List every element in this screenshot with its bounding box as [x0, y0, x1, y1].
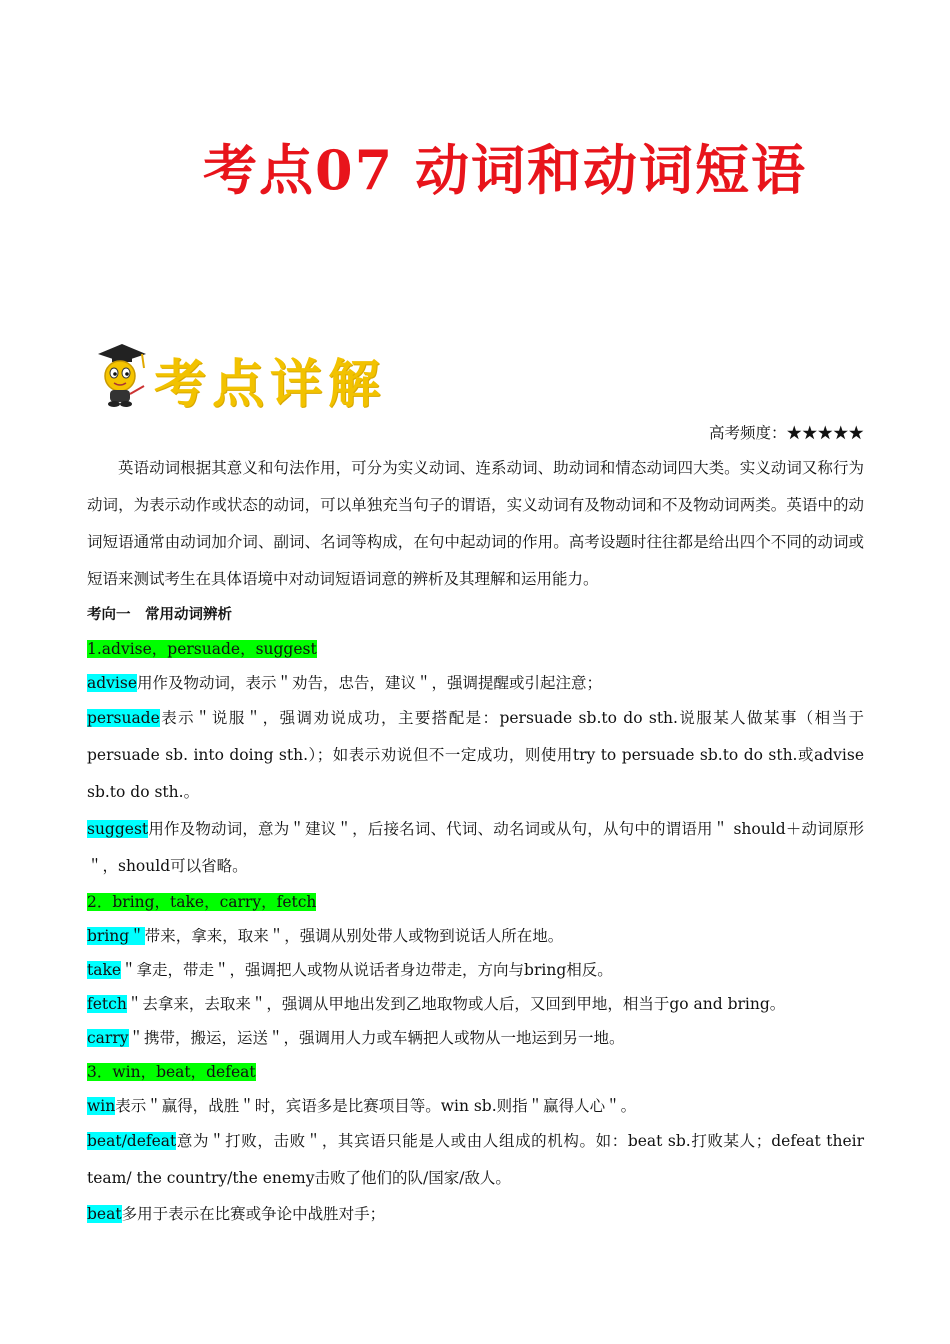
beat-defeat-entry	[87, 1123, 864, 1197]
bring-definition: 带来，拿来，取来＂，强调从别处带人或物到说话人所在地。	[144, 927, 564, 945]
suggest-keyword: suggest	[87, 820, 149, 838]
intro-paragraph: 英语动词根据其意义和句法作用，可分为实义动词、连系动词、助动词和情态动词四大类。实义动词又称行为动词，为表示动作或状态的动词，可以单独充当句子的谓语，实义动词有及物动词和不及物动词两类。英语中的动词短语通常由动词加介词、副词、名词等构成，在句中起动词的作用。高考设题时往往都是给出四个不同的动词或短语来测试考生在具体语境中对动词短语词意的辨析及其理解和运用能力。	[87, 459, 864, 588]
beat-entry	[87, 1197, 864, 1231]
take-keyword: take	[87, 961, 122, 979]
carry-keyword: carry	[87, 1029, 129, 1047]
take-definition: ＂拿走，带走＂，强调把人或物从说话者身边带走，方向与bring相反。	[121, 961, 613, 979]
take-entry	[87, 953, 864, 987]
advise-keyword: advise	[87, 674, 138, 692]
group1-title-line	[87, 632, 864, 666]
bring-keyword: bring＂	[87, 927, 145, 945]
section-banner	[92, 340, 392, 415]
suggest-entry	[87, 811, 864, 885]
carry-definition: ＂携带，搬运，运送＂，强调用人力或车辆把人或物从一地运到另一地。	[128, 1029, 625, 1047]
bring-entry	[87, 919, 864, 953]
win-definition: 表示＂赢得，战胜＂时，宾语多是比赛项目等。win sb.则指＂赢得人心＂。	[115, 1097, 637, 1115]
exam-frequency: 高考频度：★★★★★	[708, 424, 864, 442]
group3-title: 3．win，beat，defeat	[87, 1063, 256, 1081]
group3-title-line	[87, 1055, 864, 1089]
advise-definition: 用作及物动词，表示＂劝告，忠告，建议＂，强调提醒或引起注意；	[137, 674, 603, 692]
win-entry	[87, 1089, 864, 1123]
persuade-definition: 表示＂说服＂，强调劝说成功，主要搭配是：persuade sb.to do sth.说服某人做某事（相当于persuade sb. into doing sth.）；如表示劝说但不一定成功，则使用try to persuade sb.to do sth.或advise sb.to do sth.。	[87, 709, 864, 801]
group2-title-line	[87, 885, 864, 919]
persuade-entry	[87, 700, 864, 811]
carry-entry	[87, 1021, 864, 1055]
beat-keyword: beat	[87, 1205, 122, 1223]
fetch-keyword: fetch	[87, 995, 127, 1013]
beat-defeat-keyword: beat/defeat	[87, 1132, 177, 1150]
section-heading-1: 考向一 常用动词辨析	[87, 607, 232, 623]
beat-definition: 多用于表示在比赛或争论中战胜对手；	[121, 1205, 386, 1223]
section-banner-text: 考点详解	[154, 355, 387, 415]
doctor-cap-mascot-icon	[92, 340, 152, 410]
group1-title: 1.advise，persuade，suggest	[87, 640, 317, 658]
persuade-keyword: persuade	[87, 709, 160, 727]
suggest-definition: 用作及物动词，意为＂建议＂，后接名词、代词、动名词或从句，从句中的谓语用＂ should＋动词原形＂，should可以省略。	[87, 820, 864, 875]
win-keyword: win	[87, 1097, 116, 1115]
content-body	[87, 418, 864, 1231]
page-title: 考点07 动词和动词短语	[203, 138, 807, 202]
fetch-definition: ＂去拿来，去取来＂，强调从甲地出发到乙地取物或人后，又回到甲地，相当于go and bring。	[126, 995, 786, 1013]
fetch-entry	[87, 987, 864, 1021]
group2-title: 2．bring，take，carry，fetch	[87, 893, 317, 911]
advise-entry	[87, 666, 864, 700]
beat-defeat-definition: 意为＂打败，击败＂，其宾语只能是人或由人组成的机构。如：beat sb.打败某人；defeat their team/ the country/the enemy击败了他们的队/国家/敌人。	[87, 1132, 864, 1187]
